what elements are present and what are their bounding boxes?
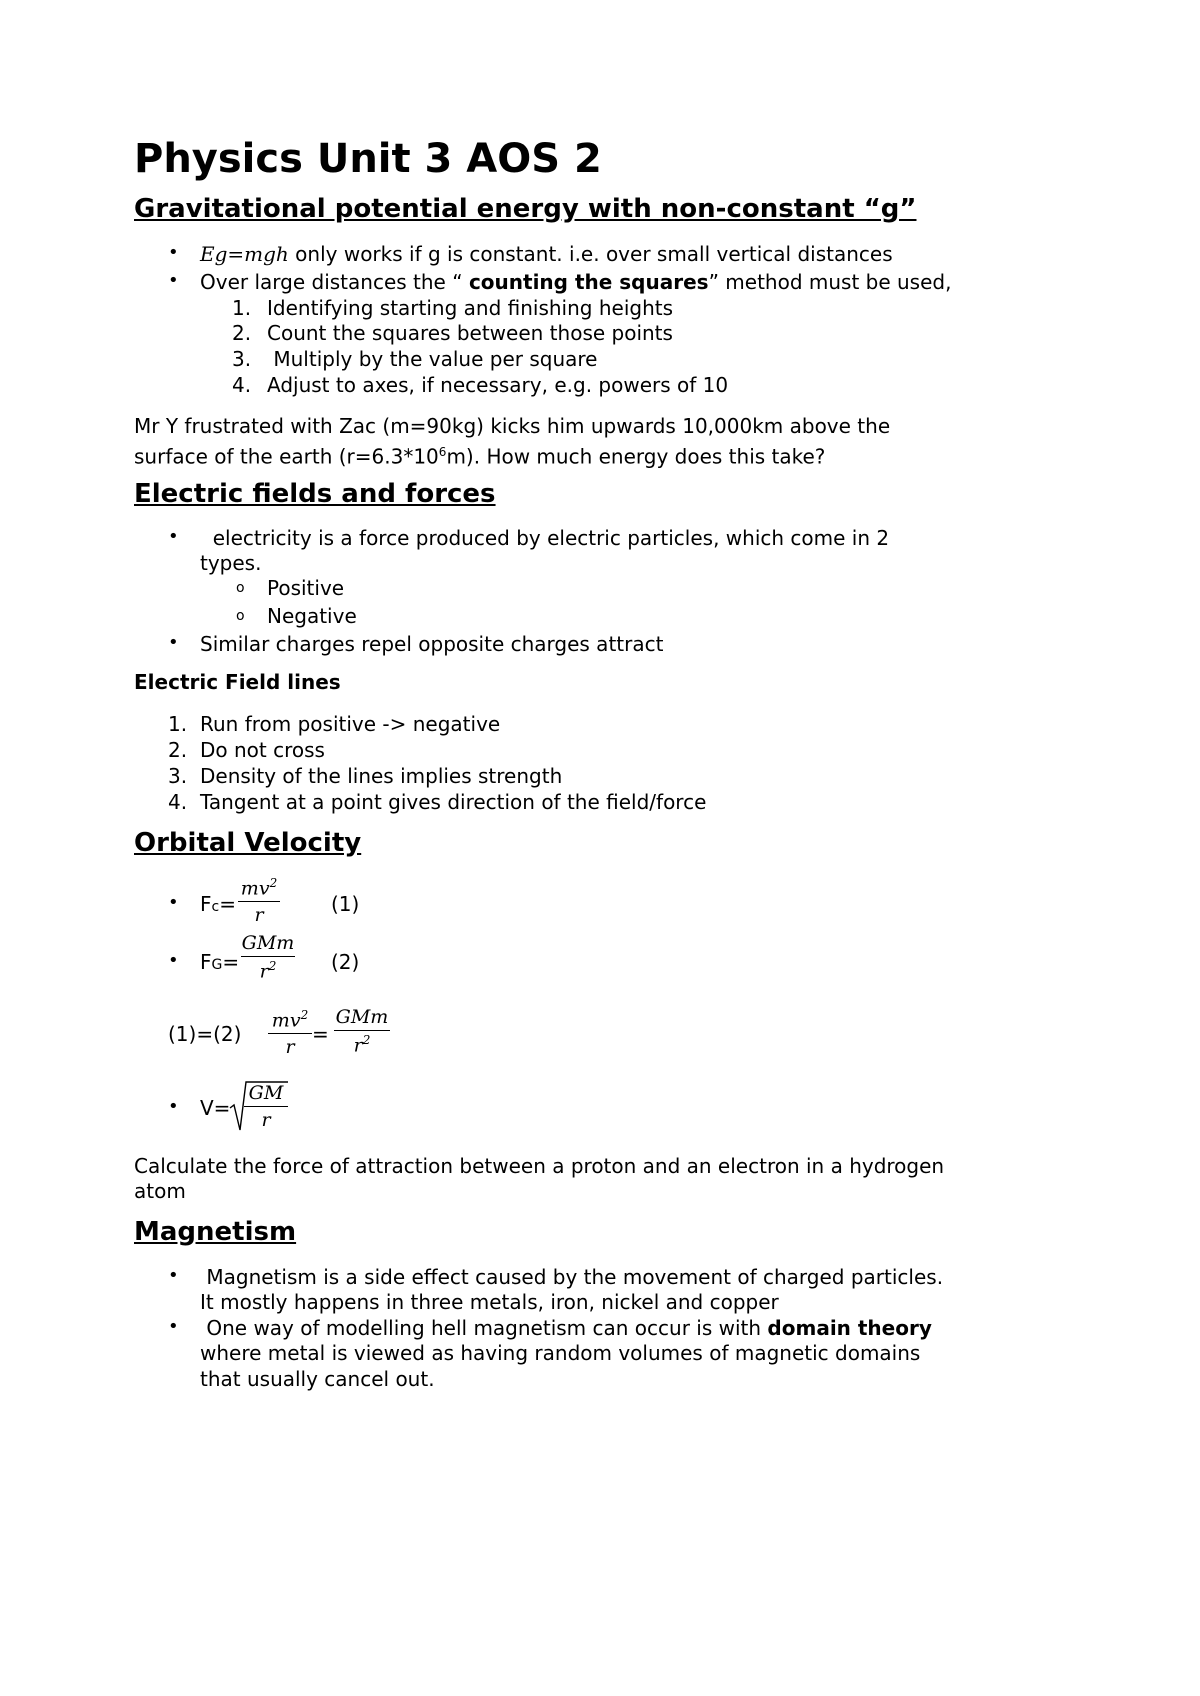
magnetism-bullet-2-line-2: where metal is viewed as having random volumes of magnetic domains	[200, 1341, 921, 1365]
gpe-step: Multiply by the value per square	[267, 347, 598, 371]
equals-sign: =	[312, 1022, 329, 1046]
equation-tag-1: (1)	[331, 892, 360, 916]
fg-label: FG=	[200, 950, 240, 974]
electric-sub-negative: Negative	[267, 604, 357, 628]
gpe-step: Identifying starting and finishing heights	[267, 296, 674, 320]
fc-label: Fc=	[200, 892, 236, 916]
gpe-step: Adjust to axes, if necessary, e.g. powers of 10	[267, 373, 729, 397]
bullet-icon: •	[168, 950, 179, 971]
gmm-fraction: GMm $r^2$	[335, 1006, 389, 1057]
orbital-question-line-2: atom	[134, 1179, 186, 1203]
magnetism-bullet-1-line-2: It mostly happens in three metals, iron, nickel and copper	[200, 1290, 779, 1314]
section-heading-orbital: Orbital Velocity	[134, 828, 362, 858]
bullet-icon: •	[168, 1096, 179, 1117]
magnetism-bullet-2-line-1: One way of modelling hell magnetism can occur is with domain theory	[200, 1316, 932, 1340]
step-number: 2.	[232, 321, 252, 345]
field-lines-heading: Electric Field lines	[134, 670, 341, 694]
mv2-fraction: $mv^2$ r	[268, 1008, 312, 1058]
gpe-bullet-1: Eg=mgh only works if g is constant. i.e. over small vertical distances	[200, 242, 893, 266]
section-heading-magnetism: Magnetism	[134, 1217, 297, 1247]
bullet-icon: •	[168, 526, 179, 547]
bullet-icon: •	[168, 1265, 179, 1286]
fg-fraction: GMm $r^2$	[241, 932, 295, 983]
gpe-formula: Eg=mgh	[200, 242, 289, 266]
page-title: Physics Unit 3 AOS 2	[134, 136, 602, 182]
field-line-item: Tangent at a point gives direction of the field/force	[200, 790, 707, 814]
gm-fraction: GM r	[244, 1082, 288, 1131]
gpe-step: Count the squares between those points	[267, 321, 673, 345]
list-number: 1.	[168, 712, 188, 736]
gpe-bullet-2: Over large distances the “ counting the squares” method must be used,	[200, 270, 952, 294]
section-heading-electric: Electric fields and forces	[134, 479, 496, 509]
step-number: 3.	[232, 347, 252, 371]
field-line-item: Density of the lines implies strength	[200, 764, 563, 788]
step-number: 1.	[232, 296, 252, 320]
orbital-question-line-1: Calculate the force of attraction between a proton and an electron in a hydrogen	[134, 1154, 945, 1178]
bullet-icon: •	[168, 1316, 179, 1337]
gpe-question-line-2: surface of the earth $(r=6.3*10^6m)$. How much energy does this take?	[134, 444, 826, 469]
gpe-question-line-1: Mr Y frustrated with Zac (m=90kg) kicks him upwards 10,000km above the	[134, 414, 891, 438]
list-number: 4.	[168, 790, 188, 814]
equation-tag-2: (2)	[331, 950, 360, 974]
electric-bullet-1-line-1: electricity is a force produced by electric particles, which come in 2	[200, 526, 890, 550]
list-number: 2.	[168, 738, 188, 762]
equate-label: (1)=(2)	[168, 1022, 242, 1046]
electric-bullet-1-line-2: types.	[200, 551, 262, 575]
v-label: V=	[200, 1096, 231, 1120]
step-number: 4.	[232, 373, 252, 397]
bullet-icon: •	[168, 242, 179, 263]
electric-bullet-2: Similar charges repel opposite charges attract	[200, 632, 664, 656]
field-line-item: Run from positive -> negative	[200, 712, 501, 736]
circle-bullet-icon: o	[236, 608, 245, 624]
circle-bullet-icon: o	[236, 580, 245, 596]
bullet-icon: •	[168, 892, 179, 913]
bullet-icon: •	[168, 632, 179, 653]
magnetism-bullet-2-line-3: that usually cancel out.	[200, 1367, 435, 1391]
magnetism-bullet-1-line-1: Magnetism is a side effect caused by the movement of charged particles.	[200, 1265, 944, 1289]
fc-fraction: $mv^2$ r	[238, 876, 280, 926]
electric-sub-positive: Positive	[267, 576, 345, 600]
field-line-item: Do not cross	[200, 738, 325, 762]
bullet-icon: •	[168, 270, 179, 291]
section-heading-gpe: Gravitational potential energy with non-constant “g”	[134, 194, 917, 224]
list-number: 3.	[168, 764, 188, 788]
